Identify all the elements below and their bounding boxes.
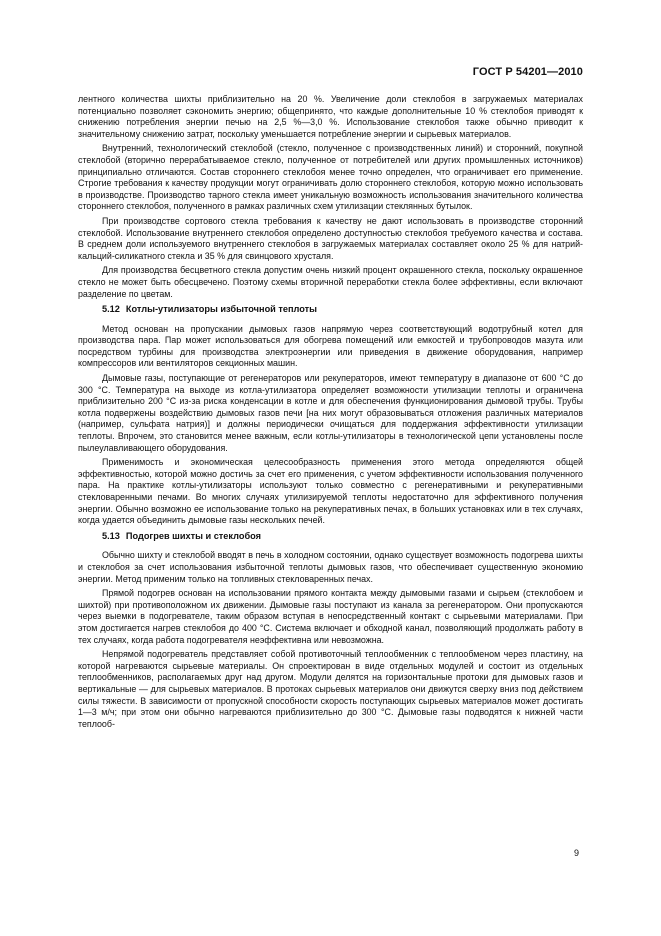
document-body [78,94,583,733]
document-id: ГОСТ Р 54201—2010 [472,66,583,78]
paragraph: Применимость и экономическая целесообразность применения этого метода определяются общей эффективностью, которой можно достичь за счет его применения, с учетом эффективности использования полученного пара. На практике котлы-утилизаторы используют только совместно с регенеративными и рекуперативными стекловаренными печами. Во многих случаях утилизируемой теплоты недостаточно для эффективного получения энергии. Обычно возможно ее использование только на рекуперативных печах, в больших установках или в тех случаях, когда удается объединить дымовые газы нескольких печей. [78,457,583,526]
paragraph: Для производства бесцветного стекла допустим очень низкий процент окрашенного стекла, поскольку окрашенное стекло не может быть обесцвечено. Поэтому схемы вторичной переработки стекла более эффективны, если включают разделение по цветам. [78,265,583,299]
paragraph: Метод основан на пропускании дымовых газов напрямую через соответствующий водотрубный котел для производства пара. Пар может использоваться для обогрева помещений или емкостей и трубопроводов мазута или посредством турбины для производства электроэнергии или приведения в движение оборудования, например компрессоров или вентиляторов секционных машин. [78,323,583,369]
paragraph: Внутренний, технологический стеклобой (стекло, полученное с производственных линий) и сторонний, покупной стеклобой (вторично перерабатываемое стекло, полученное от потребителей или других промышленных источников) принципиально отличаются. Состав стороннего стеклобоя менее точно определен, что ограничивает его применение. Строгие требования к качеству продукции могут ограничивать долю стороннего стеклобоя, которую можно использовать в производстве. Производство тарного стекла имеет уникальную возможность использования значительного количества стороннего стеклобоя, полученного в рамках различных схем утилизации стеклянных бутылок. [78,143,583,212]
paragraph: При производстве сортового стекла требования к качеству не дают использовать в производстве сторонний стеклобой. Использование внутреннего стеклобоя определено доступностью стеклобоя требуемого качества и состава. В среднем доли используемого внутреннего стеклобоя в загружаемых материалах составляет около 25 % для натрий-кальций-силикатного стекла и 35 % для свинцового хрусталя. [78,215,583,261]
section-number: 5.13 [102,530,120,541]
paragraph: Прямой подогрев основан на использовании прямого контакта между дымовыми газами и сырьем (стеклобоем и шихтой) при противоположном их движении. Дымовые газы поступают из канала за регенератором. Они пропускаются через выемки в подогревателе, таким образом вступая в непосредственный контакт с сырьевыми материалами. При этом достигается нагрев стеклобоя до 400 °С. Система включает и обходной канал, позволяющий продолжать работу в тех случаях, когда работа подогревателя неэффективна или невозможна. [78,588,583,645]
paragraph: Дымовые газы, поступающие от регенераторов или рекуператоров, имеют температуру в диапазоне от 600 °С до 300 °С. Температура на выходе из котла-утилизатора определяет возможности утилизации теплоты и ограничена приблизительно 200 °С из-за риска конденсации в котле и для обеспечения функционирования дымовой трубы. Трубы котла подвержены воздействию дымовых газов печи [на них могут образовываться отложения различных материалов (например, сульфата натрия)] и должны периодически очищаться для поддержания эффективности утилизации теплоты. Впрочем, это становится менее важным, если котлы-утилизаторы в технологической цепи установлены после пылеулавливающего оборудования. [78,373,583,453]
section-heading-5-12 [78,304,583,316]
paragraph: Непрямой подогреватель представляет собой противоточный теплообменник с теплообменом через пластину, на которой нагреваются сырьевые материалы. Он спроектирован в виде отдельных модулей и состоит из отдельных теплообменников, располагаемых друг над другом. Модули делятся на горизонтальные протоки для дымовых газов и вертикальные — для сырьевых материалов. В протоках сырьевых материалов они движутся сверху вниз под действием силы тяжести. В зависимости от пропускной способности скорость поступающих сырьевых материалов может достигать 1—3 м/ч; при этом они обычно нагреваются приблизительно до 300 °С. Дымовые газы подводятся к нижней части теплооб- [78,649,583,729]
section-heading-5-13 [78,531,583,543]
section-title: Подогрев шихты и стеклобоя [125,530,261,541]
paragraph: лентного количества шихты приблизительно на 20 %. Увеличение доли стеклобоя в загружаемых материалах потенциально позволяет сэкономить энергию; общепринято, что каждые дополнительные 10 % стеклобоя приводят к снижению потребления энергии печью на 2,5 %—3,0 %. Использование стеклобоя также обычно приводит к значительному снижению затрат, поскольку уменьшается потребление энергии и сырьевых материалов. [78,94,583,139]
paragraph: Обычно шихту и стеклобой вводят в печь в холодном состоянии, однако существует возможность подогрева шихты и стеклобоя за счет использования избыточной теплоты дымовых газов, что обеспечивает существенную экономию энергии. Метод применим только на топливных стекловаренных печах. [78,550,583,584]
section-number: 5.12 [102,304,120,315]
page-number: 9 [573,848,579,858]
section-title: Котлы-утилизаторы избыточной теплоты [125,304,317,315]
